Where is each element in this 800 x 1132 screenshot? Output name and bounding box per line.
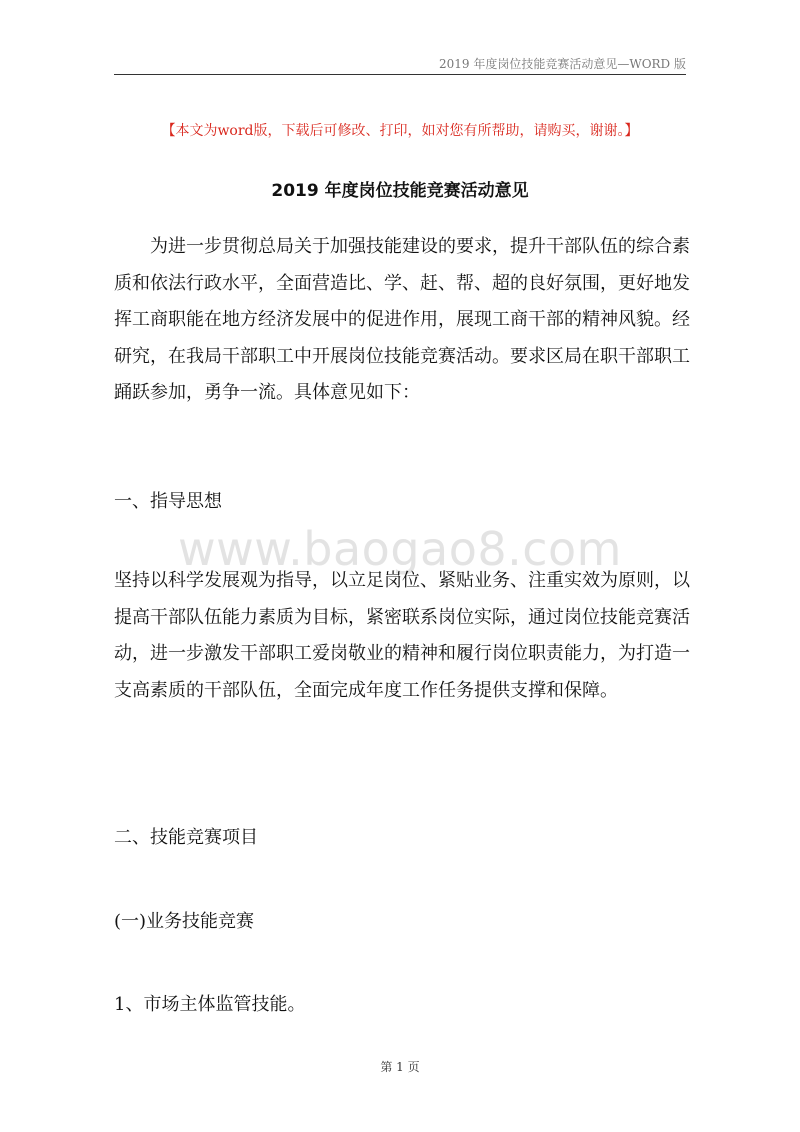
purchase-notice: 【本文为word版，下载后可修改、打印，如对您有所帮助，请购买，谢谢。】 [161,123,639,139]
section-heading-competition-items: 二、技能竞赛项目 [114,827,258,848]
list-item-market-supervision: 1、市场主体监管技能。 [114,994,306,1015]
subsection-heading-business-skills: (一)业务技能竞赛 [114,911,255,932]
page-number: 第 1 页 [380,1060,420,1074]
intro-paragraph: 为进一步贯彻总局关于加强技能建设的要求，提升干部队伍的综合素质和依法行政水平，全面营造比、学、赶、帮、超的良好氛围，更好地发挥工商职能在地方经济发展中的促进作用，展现工商干部的精神风貌。经研究，在我局干部职工中开展岗位技能竞赛活动。要求区局在职干部职工踊跃参加，勇争一流。具体意见如下： [114,236,690,403]
section-heading-guiding-thought: 一、指导思想 [114,491,222,512]
document-title: 2019 年度岗位技能竞赛活动意见 [271,181,529,201]
guiding-thought-paragraph: 坚持以科学发展观为指导，以立足岗位、紧贴业务、注重实效为原则，以提高干部队伍能力素质为目标，紧密联系岗位实际，通过岗位技能竞赛活动，进一步激发干部职工爱岗敬业的精神和履行岗位职责能力，为打造一支高素质的干部队伍，全面完成年度工作任务提供支撑和保障。 [114,570,690,701]
running-header: 2019 年度岗位技能竞赛活动意见—WORD 版 [439,57,686,71]
header-divider [114,74,686,75]
watermark: www.baogao8.com [178,522,622,576]
